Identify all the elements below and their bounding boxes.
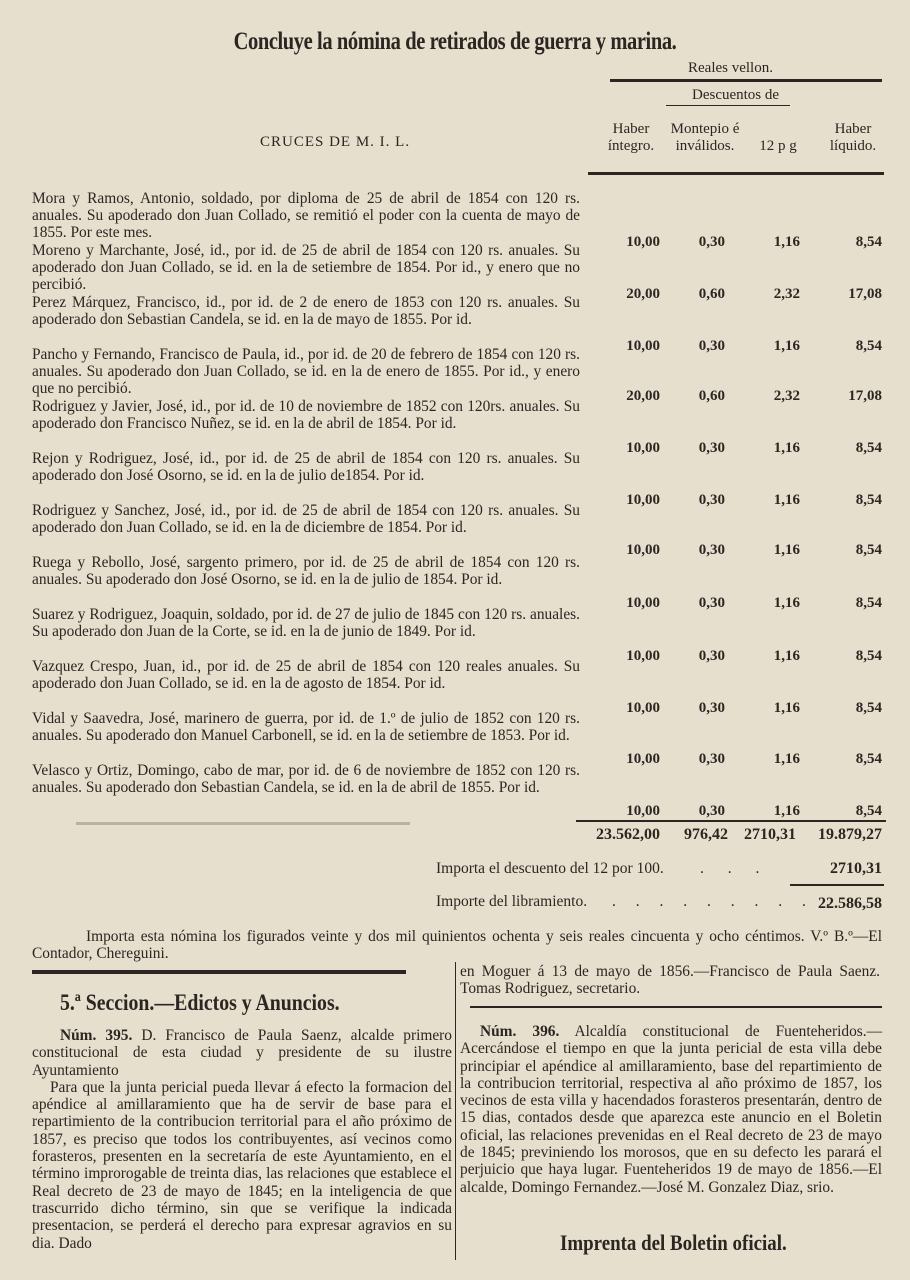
total-haber-liquido: 19.879,27 [818,826,882,843]
reales-vellon-header: Reales vellon. [688,60,773,76]
imprenta-footer: Imprenta del Boletin oficial. [560,1230,787,1255]
anuncio-396-body: Alcaldía constitucional de Fuenteheridos.—Acercándose el tiempo en que la junta pericial de esta villa debe principiar el apéndice al amillaramiento, base del repartimiento de la contribucion territorial, respectiva al año próximo de 1857, los vecinos de esta villa y hacendados forasteros presentarán, dentro de 15 dias, contados desde que aparezca este anuncio en el Boletin oficial, las relaciones prevenidas en el Real decreto de 23 de mayo de 1845; previniendo los morosos, que en su defecto les parará el perjuicio que haya lugar. Fuenteheridos 19 de mayo de 1856.—El alcalde, Domingo Fernandez.—José M. Gonzalez Diaz, srio. [460,1023,883,1196]
anuncio-396-num: Núm. 396. [480,1023,560,1040]
total-12-pct: 2710,31 [744,826,796,843]
entry-haber-integro: 10,00 [626,338,660,354]
entry-montepio: 0,30 [698,648,725,664]
entry-descuento-12: 1,16 [773,542,800,558]
entry-montepio: 0,30 [698,700,725,716]
total-haber-integro: 23.562,00 [596,826,660,843]
entry-montepio: 0,30 [698,234,725,250]
nomina-entry: Rodriguez y Javier, José, id., por id. de 10 de noviembre de 1852 con 120rs. anuales. Su apoderado don Francisco Nuñez, se id. en la de abril de 1854. Por id. [32,398,580,433]
entry-haber-integro: 10,00 [626,492,660,508]
entry-haber-integro: 10,00 [626,440,660,456]
importe-libramiento-dots: . . . . . . . . . . [612,893,838,910]
section-divider [32,970,406,974]
importa-descuento-label: Importa el descuento del 12 por 100. [436,860,664,877]
edicto-395-num: Núm. 395. [60,1027,133,1044]
importa-descuento-dots: . . . [700,860,770,877]
entry-haber-liquido: 8,54 [855,751,882,767]
entry-descuento-12: 1,16 [773,803,800,819]
nomina-entry: Ruega y Rebollo, José, sargento primero, por id. de 25 de abril de 1854 con 120 rs. anuales. Su apoderado don José Osorno, se id. en la de julio de 1854. Por id. [32,554,580,589]
descuentos-rule [666,105,790,106]
importe-libramiento-value: 22.586,58 [818,895,882,912]
col-12-pct: 12 p g [759,138,797,154]
entry-descuento-12: 1,16 [773,492,800,508]
entry-montepio: 0,30 [698,440,725,456]
nomina-entry: Pancho y Fernando, Francisco de Paula, id., por id. de 20 de febrero de 1854 con 120 rs. anuales. Su apoderado don Juan Collado, se id. en la de enero de 1855. Por id., y enero que no percibió. [32,346,580,398]
entry-haber-integro: 20,00 [626,286,660,302]
column-divider [455,962,456,1260]
header-rule [610,79,882,82]
anuncio-396 [460,1023,882,1196]
edicto-395-end: en Moguer á 13 de mayo de 1856.—Francisco de Paula Saenz. Tomas Rodriguez, secretario. [460,963,880,998]
nomina-entry: Moreno y Marchante, José, id., por id. de 25 de abril de 1854 con 120 rs. anuales. Su apoderado don Juan Collado, se id. en la de setiembre de 1854. Por id., y enero que no percibió. [32,242,580,294]
entry-haber-liquido: 8,54 [855,803,882,819]
entry-haber-liquido: 8,54 [855,595,882,611]
total-montepio: 976,42 [684,826,728,843]
entry-haber-integro: 10,00 [626,751,660,767]
entries-bottom-rule [76,822,410,825]
descuentos-header: Descuentos de [692,87,780,103]
entry-haber-liquido: 8,54 [855,234,882,250]
entry-haber-integro: 10,00 [626,595,660,611]
entry-montepio: 0,30 [698,542,725,558]
nomina-entry: Vazquez Crespo, Juan, id., por id. de 25 de abril de 1854 con 120 reales anuales. Su apoderado don Juan Collado, se id. en la de agosto de 1854. Por id. [32,658,580,693]
table-header-rule [588,172,884,175]
entry-descuento-12: 1,16 [773,751,800,767]
entry-haber-integro: 10,00 [626,648,660,664]
importe-libramiento-label: Importe del libramiento. [436,893,588,910]
nomina-entry: Mora y Ramos, Antonio, soldado, por diploma de 25 de abril de 1854 con 120 rs. anuales. Su apoderado don Juan Collado, se remitió el poder con la cuenta de mayo de 1855. Por este mes. [32,190,580,242]
section-heading: CRUCES DE M. I. L. [260,134,411,150]
entry-montepio: 0,30 [698,803,725,819]
entry-haber-integro: 10,00 [626,803,660,819]
right-divider [470,1006,882,1008]
entry-haber-liquido: 8,54 [855,700,882,716]
edicto-395-body: Para que la junta pericial pueda llevar á efecto la formacion del apéndice al amillaramiento que ha de servir de base para el repartimiento de la contribucion territorial para el año próximo de 1857, es preciso que todos los contribuyentes, así vecinos como forasteros, presenten en la secretaría de este Ayuntamiento, en el término improrogable de treinta dias, las relaciones que establece el Real decreto de 23 de mayo de 1845; en la inteligencia de que trascurrido dicho término, sin que se verifique la indicada presentacion, se perderá el derecho para expresar agravios en su dia. Dado [32,1078,452,1252]
entry-haber-liquido: 17,08 [848,388,882,404]
col-montepio: Montepio é inválidos. [670,121,740,154]
totals-rule [576,820,886,822]
section-5-title: 5.ª Seccion.—Edictos y Anuncios. [60,990,340,1015]
entry-descuento-12: 1,16 [773,700,800,716]
entry-descuento-12: 1,16 [773,440,800,456]
nomina-entry: Perez Márquez, Francisco, id., por id. de 2 de enero de 1853 con 120 rs. anuales. Su apoderado don Sebastian Candela, se id. en la de mayo de 1855. Por id. [32,294,580,329]
entry-haber-integro: 20,00 [626,388,660,404]
importa-descuento-value: 2710,31 [830,860,882,877]
entry-haber-integro: 10,00 [626,234,660,250]
nomina-entry: Vidal y Saavedra, José, marinero de guerra, por id. de 1.º de julio de 1852 con 120 rs. anuales. Su apoderado don Manuel Carbonell, se id. en la de setiembre de 1853. Por id. [32,710,580,745]
entry-descuento-12: 2,32 [773,388,800,404]
entry-haber-integro: 10,00 [626,700,660,716]
col-haber-integro: Haber íntegro. [607,121,655,154]
entry-haber-liquido: 17,08 [848,286,882,302]
descuento-rule [790,884,884,886]
entry-descuento-12: 1,16 [773,338,800,354]
nomina-entry: Suarez y Rodriguez, Joaquin, soldado, por id. de 27 de julio de 1845 con 120 rs. anuales. Su apoderado don Juan de la Corte, se id. en la de junio de 1849. Por id. [32,606,580,641]
entry-haber-liquido: 8,54 [855,338,882,354]
entry-haber-liquido: 8,54 [855,542,882,558]
nomina-entry: Rodriguez y Sanchez, José, id., por id. de 25 de abril de 1854 con 120 rs. anuales. Su apoderado don Juan Collado, se id. en la de diciembre de 1854. Por id. [32,502,580,537]
entry-haber-liquido: 8,54 [855,492,882,508]
entry-montepio: 0,30 [698,492,725,508]
entry-haber-integro: 10,00 [626,542,660,558]
nomina-entry: Velasco y Ortiz, Domingo, cabo de mar, por id. de 6 de noviembre de 1852 con 120 rs. anuales. Su apoderado don Sebastian Candela, se id. en la de abril de 1855. Por id. [32,762,580,797]
entry-haber-liquido: 8,54 [855,648,882,664]
edicto-395 [32,1027,452,1252]
entry-descuento-12: 1,16 [773,648,800,664]
entry-descuento-12: 2,32 [773,286,800,302]
entry-montepio: 0,30 [698,338,725,354]
entry-descuento-12: 1,16 [773,234,800,250]
page-title: Concluye la nómina de retirados de guerra y marina. [233,28,677,55]
entry-montepio: 0,60 [698,388,725,404]
entry-montepio: 0,30 [698,751,725,767]
nomina-entry: Rejon y Rodriguez, José, id., por id. de 25 de abril de 1854 con 120 rs. anuales. Su apoderado don José Osorno, se id. en la de julio de1854. Por id. [32,450,580,485]
entry-haber-liquido: 8,54 [855,440,882,456]
entry-montepio: 0,60 [698,286,725,302]
col-haber-liquido: Haber líquido. [829,121,877,154]
entry-montepio: 0,30 [698,595,725,611]
entry-descuento-12: 1,16 [773,595,800,611]
edicto-395-intro: D. Francisco de Paula Saenz, alcalde primero constitucional de esta ciudad y presidente de su ilustre Ayuntamiento [32,1027,453,1079]
closing-statement: Importa esta nómina los figurados veinte y dos mil quinientos ochenta y seis reales cincuenta y ocho céntimos. V.º B.º—El Contador, Chereguini. [32,928,882,962]
